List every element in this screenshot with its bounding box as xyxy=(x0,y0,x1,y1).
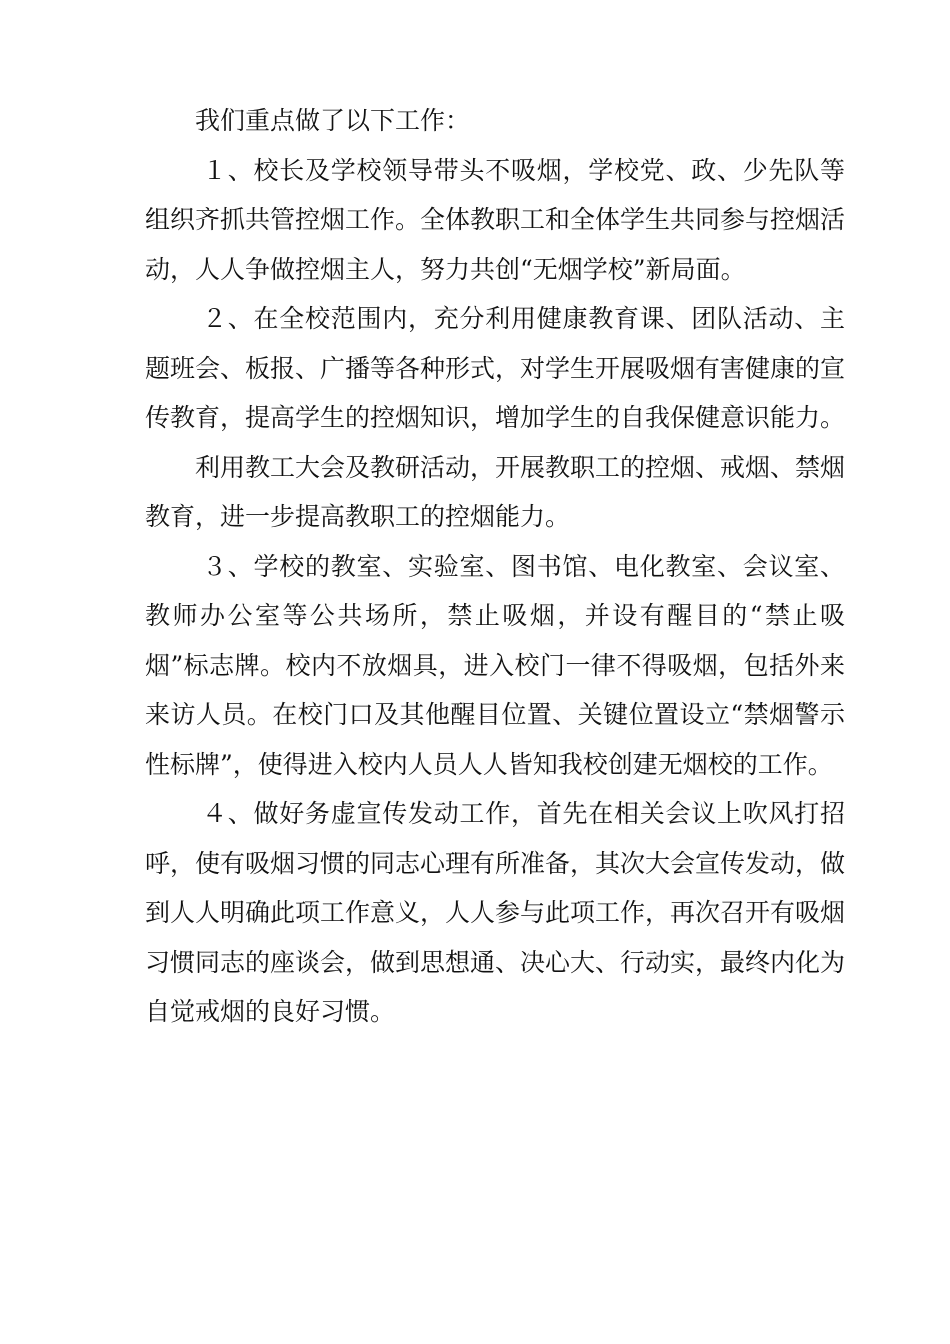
item-2-continuation-paragraph: 利用教工大会及教研活动，开展教职工的控烟、戒烟、禁烟教育，进一步提高教职工的控烟能力。 xyxy=(145,452,846,531)
document-body xyxy=(145,96,845,1037)
item-3-paragraph: ３、学校的教室、实验室、图书馆、电化教室、会议室、教师办公室等公共场所，禁止吸烟，并设有醒目的“禁止吸烟”标志牌。校内不放烟具，进入校门一律不得吸烟，包括外来来访人员。在校门口及其他醒目位置、关键位置设立“禁烟警示性标牌”，使得进入校内人员人人皆知我校创建无烟校的工作。 xyxy=(145,551,845,779)
intro-paragraph: 我们重点做了以下工作： xyxy=(195,106,471,135)
item-4-paragraph: ４、做好务虚宣传发动工作，首先在相关会议上吹风打招呼，使有吸烟习惯的同志心理有所准备，其次大会宣传发动，做到人人明确此项工作意义，人人参与此项工作，再次召开有吸烟习惯同志的座谈会，做到思想通、决心大、行动实，最终内化为自觉戒烟的良好习惯。 xyxy=(145,799,846,1026)
item-1-paragraph: １、校长及学校领导带头不吸烟，学校党、政、少先队等组织齐抓共管控烟工作。全体教职工和全体学生共同参与控烟活动，人人争做控烟主人，努力共创“无烟学校”新局面。 xyxy=(145,155,846,284)
item-2-paragraph: ２、在全校范围内，充分利用健康教育课、团队活动、主题班会、板报、广播等各种形式，对学生开展吸烟有害健康的宣传教育，提高学生的控烟知识，增加学生的自我保健意识能力。 xyxy=(145,304,846,432)
